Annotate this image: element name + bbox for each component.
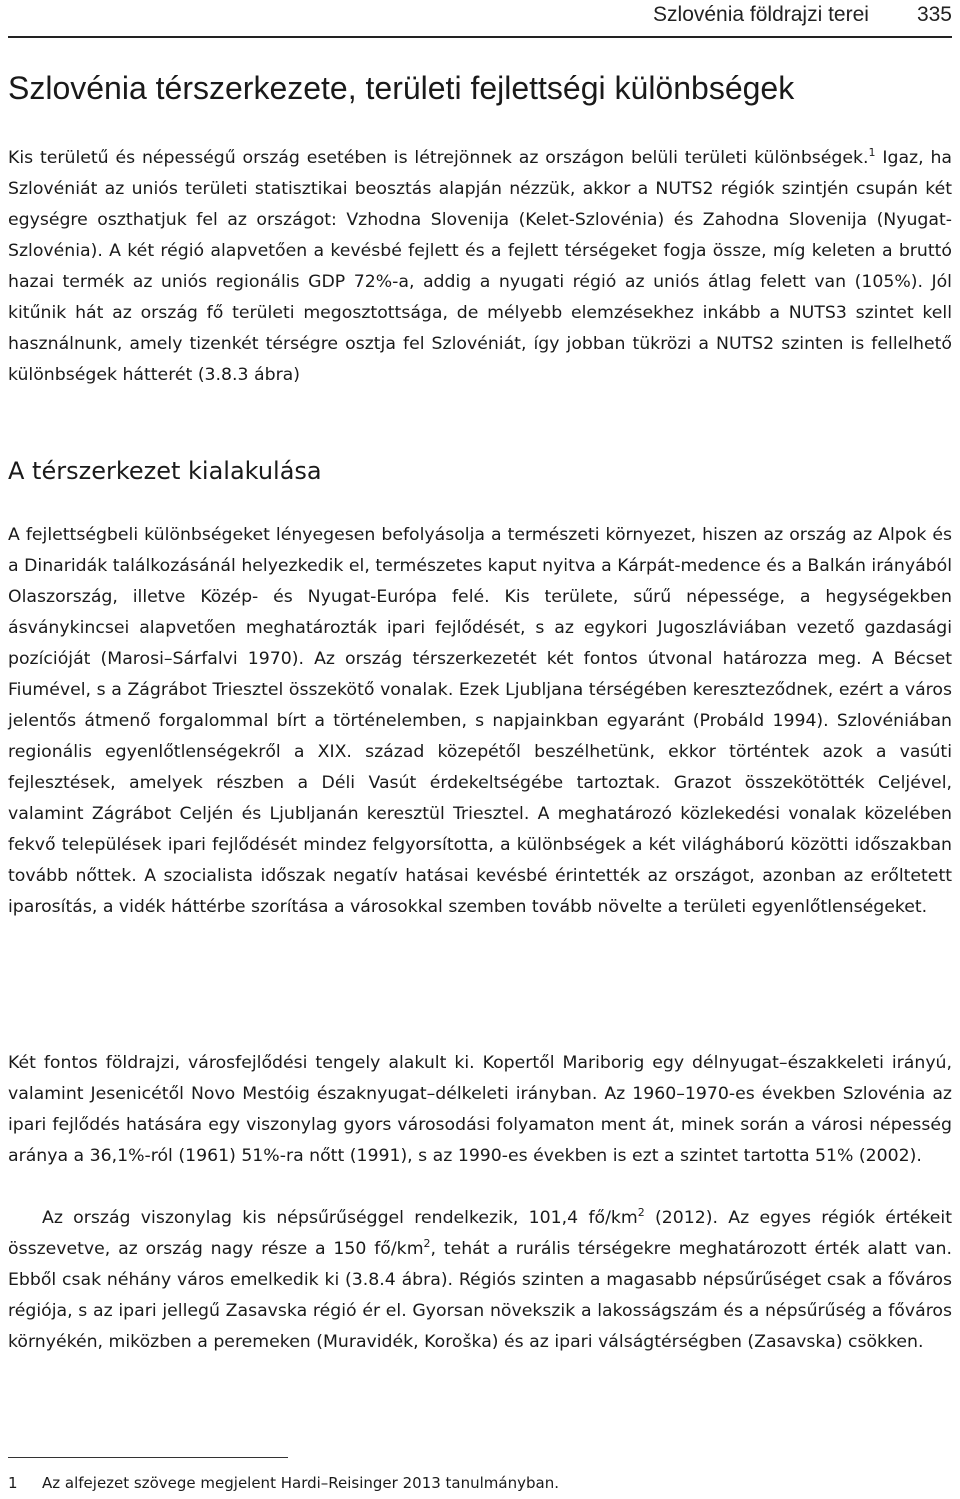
- superscript-2: 2: [423, 1237, 431, 1251]
- paragraph-density-text-a: Az ország viszonylag kis népsűrűséggel rendelkezik, 101,4 fő/km: [42, 1208, 638, 1228]
- superscript-2: 2: [637, 1206, 645, 1220]
- footnote-text: Az alfejezet szövege megjelent Hardi–Reisinger 2013 tanulmányban.: [42, 1474, 559, 1492]
- section-title: Szlovénia térszerkezete, területi fejlettségi különbségek: [8, 70, 795, 106]
- footnote-ref[interactable]: 1: [868, 146, 876, 160]
- paragraph-structure: A fejlettségbeli különbségeket lényegesen befolyásolja a természeti környezet, hiszen az ország az Alpok és a Dinaridák találkozásánál helyezkedik el, természetes kaput nyitva a Kárpát-medence és a Balkán irányából Olaszország, illetve Közép- és Nyugat-Európa felé. Kis területe, sűrű népessége, a hegységekben ásványkincsei alapvetően meghatározták ipari fejlődését, s az egykori Jugoszláviában vezető gazdasági pozícióját (Marosi–Sárfalvi 1970). Az ország térszerkezetét két fontos útvonal határozza meg. A Bécset Fiumével, s a Zágrábot Triesztel összekötő vonalak. Ezek Ljubljana térségében kereszteződnek, ezért a város jelentős átmenő forgalommal bírt a történelemben, s napjainkban egyaránt (Probáld 1994). Szlovéniában regionális egyenlőtlenségekről a XIX. század közepétől beszélhetünk, ekkor történtek azok a vasúti fejlesztések, amelyek részben a Déli Vasút érdekeltségébe tartoztak. Grazot összekötötték Celjével, valamint Zágrábot Celjén és Ljubljanán keresztül Triesztel. A meghatározó közlekedési vonalak közelében fekvő települések ipari fejlődését mindez felgyorsította, a különbségek a két világháború közötti időszakban tovább nőttek. A szocialista időszak negatív hatásai kevésbé érintették az országot, azonban az erőltetett iparosítás, a vidék háttérbe szorítása a városokkal szemben tovább növelte a területi egyenlőtlenségeket.: [8, 525, 953, 917]
- footnote: [8, 1471, 952, 1495]
- paragraph-axes: Két fontos földrajzi, városfejlődési tengely alakult ki. Kopertől Mariborig egy délnyugat–északkeleti irányú, valamint Jesenicétől Novo Mestóig északnyugat–délkeleti irányban. Az 1960–1970-es években Szlovénia az ipari fejlődés hatására egy viszonylag gyors városodási folyamaton ment át, minek során a városi népesség aránya a 36,1%-ról (1961) 51%-ra nőtt (1991), s az 1990-es években is ezt a szintet tartotta 51% (2002).: [8, 1053, 952, 1166]
- header-rule: [8, 36, 952, 38]
- paragraph-intro-text-b: Igaz, ha Szlovéniát az uniós területi statisztikai beosztás alapján nézzük, akkor a NUTS2 régiók szintjén csupán két egységre oszthatjuk fel az országot: Vzhodna Slovenija (Kelet-Szlovénia) és Zahodna Slovenija (Nyugat-Szlovénia). A két régió alapvetően a kevésbé fejlett és a fejlett térségeket fogja össze, míg keleten a bruttó hazai termék az uniós regionális GDP 72%-a, addig a nyugati régió az uniós átlag felett van (105%). Jól kitűnik hát az ország fő területi megosztottsága, de mélyebb elemzésekhez inkább a NUTS3 szintet kell használnunk, amely tizenkét térségre osztja fel Szlovéniát, így jobban tükrözi a NUTS2 szinten is fellelhető különbségek hátterét (3.8.3 ábra): [8, 148, 953, 385]
- paragraph-density-text-c: , tehát a rurális térségekre meghatározott érték alatt van. Ebből csak néhány város emelkedik ki (3.8.4 ábra). Régiós szinten a magasabb népsűrűséget csak a főváros régiója, s az ipari jellegű Zasavska régió ér el. Gyorsan növekszik a lakosságszám és a népsűrűség a főváros környékén, miközben a peremeken (Muravidék, Koroška) és az ipari válságtérségben (Zasavska) csökken.: [8, 1239, 952, 1352]
- paragraph-density-text-b: (2012). Az egyes régiók értékeit összevetve, az ország nagy része a 150 fő/km: [8, 1208, 952, 1259]
- paragraph-density: [8, 1203, 952, 1358]
- footnote-number: 1: [8, 1474, 18, 1492]
- paragraph-intro: [8, 143, 952, 391]
- subheading: A térszerkezet kialakulása: [8, 457, 322, 485]
- footnote-rule: [8, 1457, 288, 1458]
- running-header: [8, 0, 952, 30]
- page-number: 335: [916, 3, 952, 26]
- running-title: Szlovénia földrajzi terei: [653, 3, 869, 26]
- paragraph-intro-text-a: Kis területű és népességű ország esetében is létrejönnek az országon belüli területi különbségek.: [8, 148, 869, 168]
